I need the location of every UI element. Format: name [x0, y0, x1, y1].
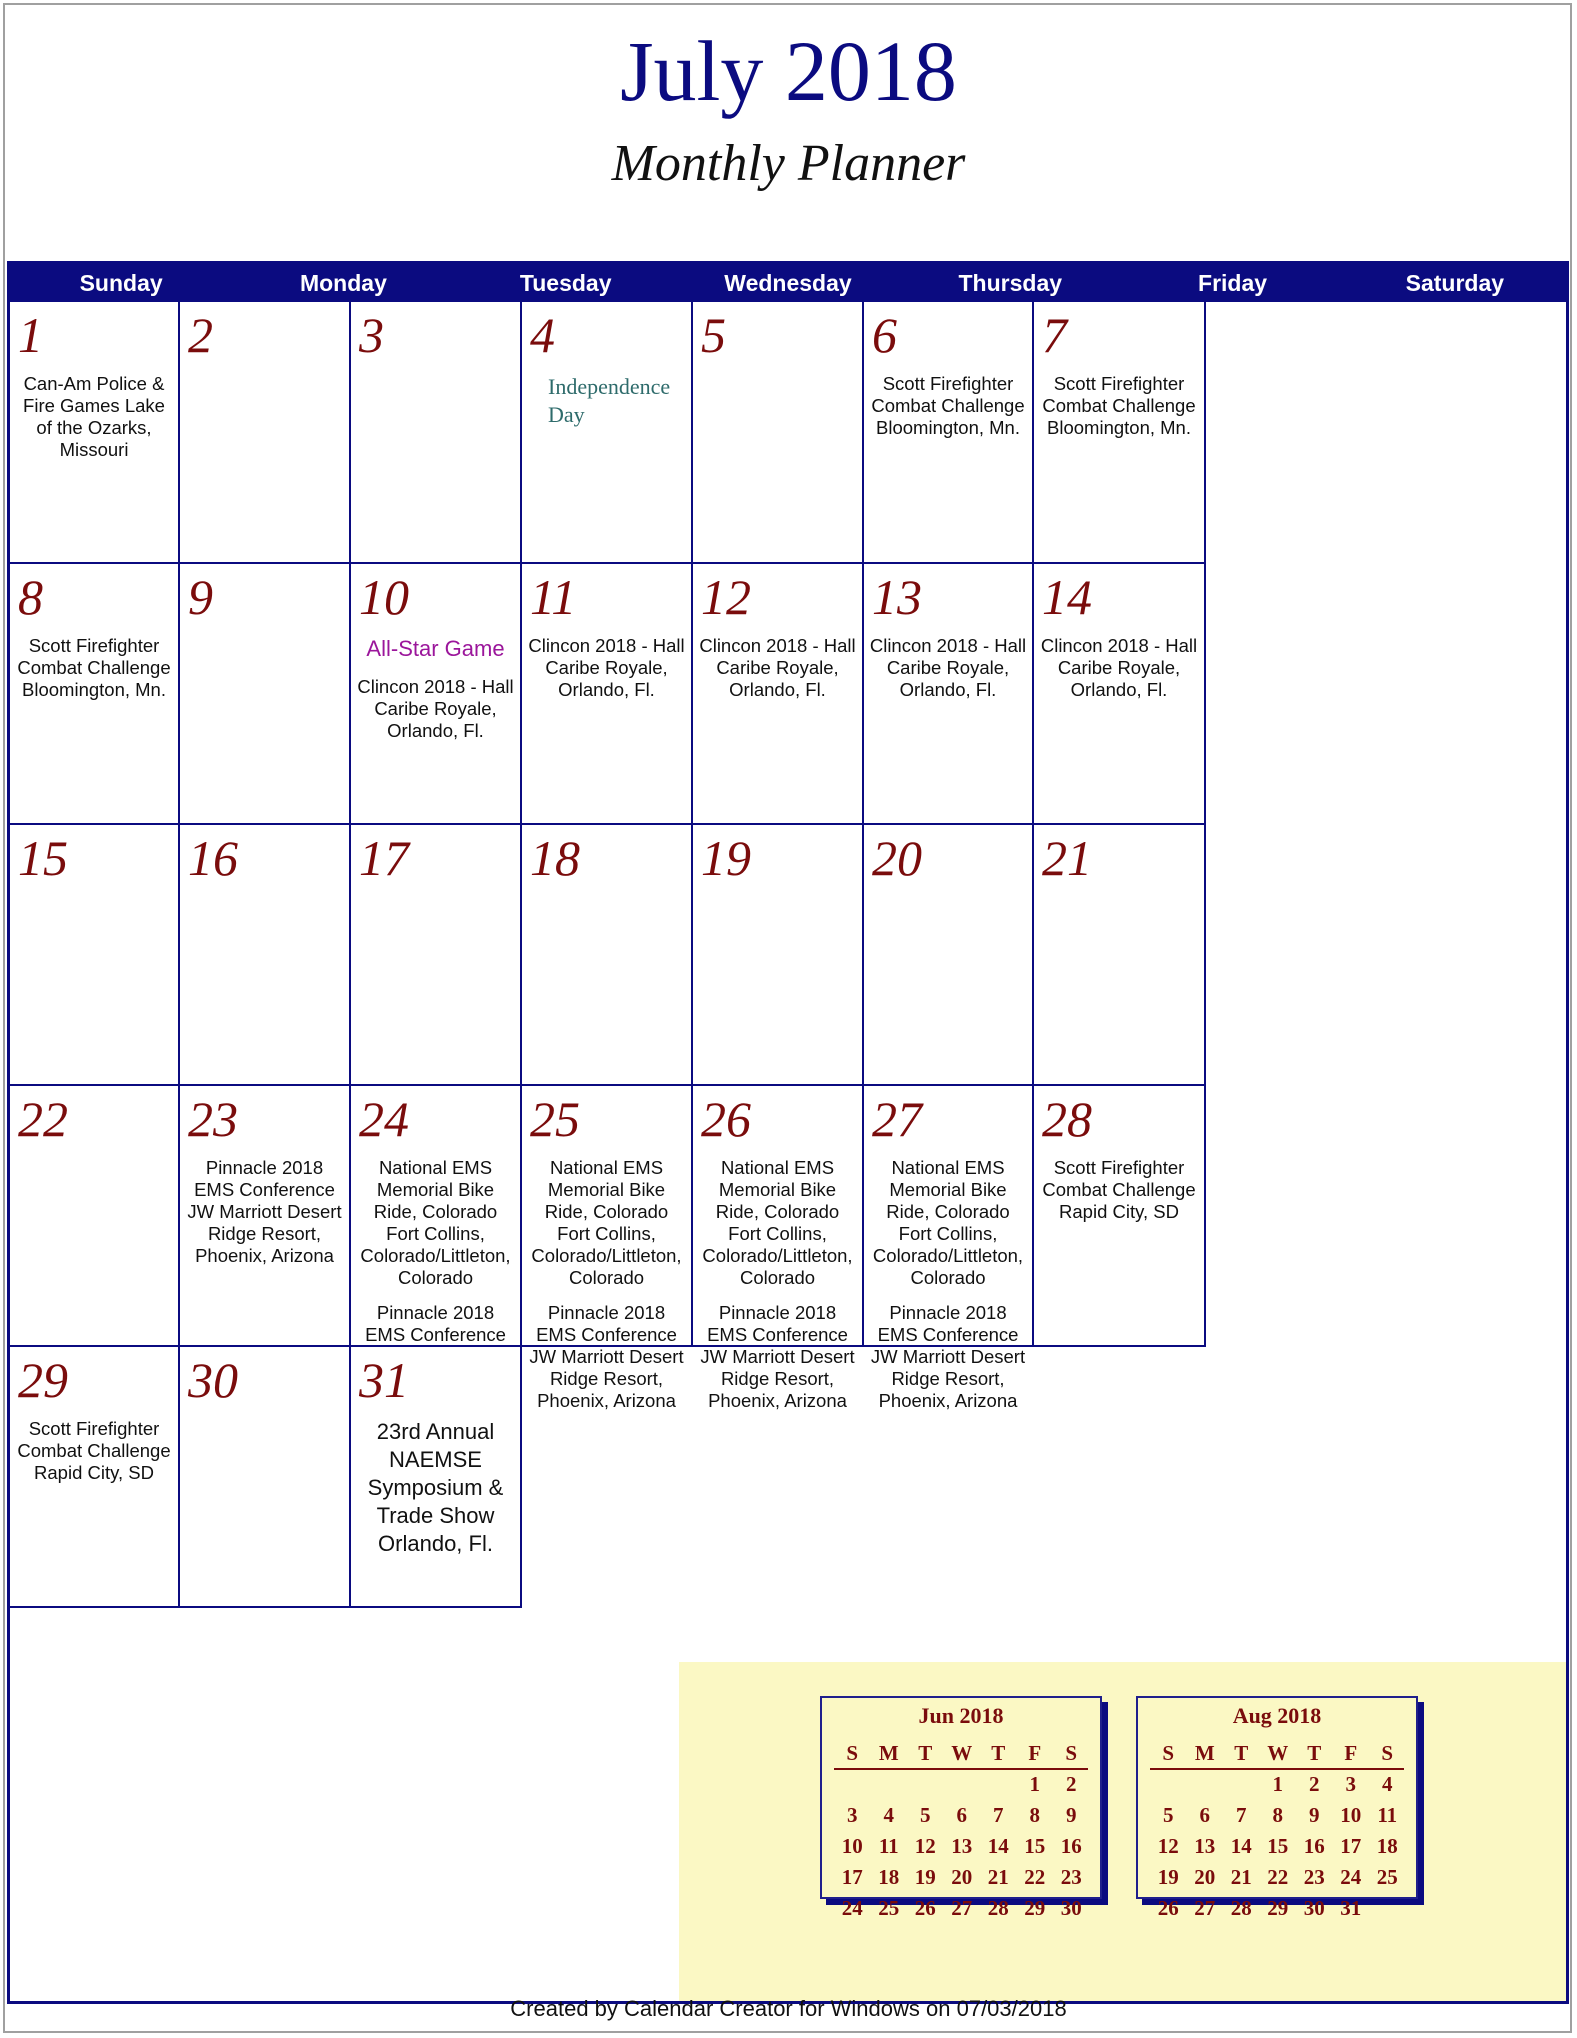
day-events [697, 1157, 858, 1425]
mini-day: 15 [1267, 1834, 1289, 1858]
page-title: July 2018 [620, 23, 957, 119]
mini-weekday-letter: T [1234, 1741, 1249, 1765]
day-cell-28[interactable] [1034, 1086, 1206, 1347]
weekday-monday: Monday [299, 270, 387, 296]
day-cell-7[interactable] [1034, 302, 1206, 564]
day-events [14, 1418, 174, 1497]
calendar-event[interactable]: Clincon 2018 - Hall Caribe Royale, Orlando, Fl. [1040, 635, 1198, 700]
mini-day: 19 [914, 1865, 936, 1889]
mini-day: 6 [956, 1803, 967, 1827]
calendar-event[interactable]: Clincon 2018 - Hall Caribe Royale, Orlando, Fl. [357, 676, 514, 741]
day-cell-3[interactable] [351, 302, 522, 564]
day-number: 16 [188, 830, 238, 886]
calendar-event[interactable]: Pinnacle 2018 EMS Conference JW Marriott Desert Ridge Resort, Phoenix, Arizona [187, 1157, 342, 1266]
mini-day: 4 [883, 1803, 894, 1827]
mini-day: 31 [1340, 1896, 1362, 1920]
mini-day: 17 [841, 1865, 863, 1889]
day-cell-22[interactable] [10, 1086, 180, 1347]
day-number: 26 [701, 1091, 751, 1147]
day-cell-4[interactable] [522, 302, 693, 564]
mini-day: 26 [914, 1896, 936, 1920]
page-subtitle: Monthly Planner [611, 135, 966, 192]
calendar-event[interactable]: Scott Firefighter Combat Challenge Bloomington, Mn. [1042, 373, 1196, 438]
mini-day: 29 [1267, 1896, 1289, 1920]
weekday-friday: Friday [1198, 270, 1268, 296]
mini-day: 17 [1340, 1834, 1362, 1858]
calendar-event[interactable]: Can-Am Police & Fire Games Lake of the Ozarks, Missouri [23, 373, 165, 460]
day-cell-6[interactable] [864, 302, 1034, 564]
mini-weekday-letter: T [1307, 1741, 1322, 1765]
mini-day-blank [907, 1769, 944, 1800]
day-cell-19[interactable] [693, 825, 864, 1086]
mini-day: 27 [1194, 1896, 1216, 1920]
mini-day: 21 [987, 1865, 1009, 1889]
month-calendar [7, 261, 1569, 2004]
mini-day: 23 [1060, 1865, 1082, 1889]
mini-day: 10 [841, 1834, 863, 1858]
day-number: 6 [872, 307, 897, 363]
day-number: 25 [530, 1091, 580, 1147]
mini-day: 23 [1303, 1865, 1325, 1889]
day-cell-11[interactable] [522, 564, 693, 825]
mini-day: 7 [1236, 1803, 1247, 1827]
day-events [355, 635, 516, 755]
day-number: 5 [701, 307, 726, 363]
day-cell-30[interactable] [180, 1347, 351, 1608]
mini-day: 9 [1066, 1803, 1077, 1827]
mini-day: 16 [1060, 1834, 1082, 1858]
calendar-event[interactable]: Scott Firefighter Combat Challenge Bloomington, Mn. [17, 635, 171, 700]
mini-day: 22 [1024, 1865, 1046, 1889]
weekday-sunday: Sunday [79, 270, 163, 296]
day-cell-1[interactable] [10, 302, 180, 564]
mini-day: 6 [1199, 1803, 1210, 1827]
day-events [1038, 373, 1200, 452]
day-number: 10 [359, 569, 409, 625]
day-events [184, 1157, 345, 1280]
day-cell-24[interactable] [351, 1086, 522, 1347]
day-events [14, 635, 174, 714]
day-number: 7 [1042, 307, 1067, 363]
calendar-event[interactable]: 23rd Annual NAEMSE Symposium & Trade Show Orlando, Fl. [367, 1419, 504, 1556]
weekday-thursday: Thursday [958, 270, 1063, 296]
mini-day: 20 [1194, 1865, 1216, 1889]
mini-weekday-letter: S [1381, 1741, 1394, 1765]
day-number: 1 [18, 307, 43, 363]
mini-day: 12 [1157, 1834, 1179, 1858]
day-cell-16[interactable] [180, 825, 351, 1086]
day-number: 15 [18, 830, 68, 886]
mini-weekday-letter: T [991, 1741, 1006, 1765]
day-number: 9 [188, 569, 213, 625]
calendar-event[interactable]: Clincon 2018 - Hall Caribe Royale, Orlando, Fl. [699, 635, 856, 700]
day-number: 12 [701, 569, 751, 625]
day-events [697, 635, 858, 714]
mini-day: 30 [1060, 1896, 1082, 1920]
mini-day: 3 [1345, 1772, 1356, 1796]
weekday-tuesday: Tuesday [519, 270, 612, 296]
mini-day: 8 [1272, 1803, 1283, 1827]
mini-day: 28 [987, 1896, 1009, 1920]
mini-weekday-letter: S [1065, 1741, 1078, 1765]
day-number: 2 [188, 307, 213, 363]
mini-calendar-title: Aug 2018 [1232, 1703, 1322, 1728]
day-cell-10[interactable] [351, 564, 522, 825]
day-number: 27 [872, 1091, 922, 1147]
day-number: 22 [18, 1091, 68, 1147]
calendar-event[interactable]: All-Star Game [366, 636, 505, 661]
day-cell-25[interactable] [522, 1086, 693, 1411]
mini-day: 28 [1230, 1896, 1252, 1920]
day-number: 21 [1042, 830, 1092, 886]
mini-day: 16 [1303, 1834, 1325, 1858]
mini-day: 3 [847, 1803, 858, 1827]
mini-day: 5 [920, 1803, 931, 1827]
mini-day: 21 [1230, 1865, 1252, 1889]
mini-day: 5 [1163, 1803, 1174, 1827]
mini-day: 24 [841, 1896, 863, 1920]
day-number: 20 [872, 830, 922, 886]
mini-calendar-june [820, 1696, 1102, 1920]
mini-day: 9 [1309, 1803, 1320, 1827]
day-cell-27[interactable] [864, 1086, 1034, 1411]
calendar-event[interactable]: Pinnacle 2018 EMS Conference JW Marriott Desert Ridge Resort, Phoenix, Arizona [529, 1302, 684, 1411]
calendar-event[interactable]: Scott Firefighter Combat Challenge Bloomington, Mn. [871, 373, 1025, 438]
day-cell-5[interactable] [693, 302, 864, 564]
mini-weekday-letter: F [1344, 1741, 1358, 1765]
calendar-event[interactable]: National EMS Memorial Bike Ride, Colorado Fort Collins, Colorado/Littleton, Colorado [872, 1157, 1024, 1288]
day-number: 31 [359, 1352, 409, 1408]
day-events [1038, 1157, 1200, 1236]
day-events [526, 1157, 687, 1425]
mini-day: 18 [878, 1865, 900, 1889]
mini-day: 25 [1376, 1865, 1398, 1889]
mini-day-blank [1187, 1769, 1224, 1800]
mini-day: 2 [1066, 1772, 1077, 1796]
day-cell-23[interactable] [180, 1086, 351, 1347]
day-number: 3 [359, 307, 384, 363]
day-cell-15[interactable] [10, 825, 180, 1086]
day-events [355, 1418, 516, 1571]
mini-day: 8 [1029, 1803, 1040, 1827]
calendar-event[interactable]: Pinnacle 2018 EMS Conference JW Marriott Desert Ridge Resort, Phoenix, Arizona [870, 1302, 1026, 1411]
day-number: 8 [18, 569, 43, 625]
mini-day: 10 [1340, 1803, 1362, 1827]
mini-day: 4 [1382, 1772, 1393, 1796]
day-cell-31[interactable] [351, 1347, 522, 1608]
calendar-event[interactable]: Pinnacle 2018 EMS Conference JW Marriott Desert Ridge Resort, Phoenix, Arizona [700, 1302, 855, 1411]
mini-day: 25 [878, 1896, 900, 1920]
mini-day: 2 [1309, 1772, 1320, 1796]
day-number: 28 [1042, 1091, 1092, 1147]
calendar-event[interactable]: National EMS Memorial Bike Ride, Colorado Fort Collins, Colorado/Littleton, Colorado [702, 1157, 853, 1288]
calendar-event[interactable]: National EMS Memorial Bike Ride, Colorado Fort Collins, Colorado/Littleton, Colorado [360, 1157, 511, 1288]
mini-day: 19 [1157, 1865, 1179, 1889]
mini-day: 1 [1272, 1772, 1283, 1796]
day-number: 11 [530, 569, 577, 625]
mini-weekday-letter: W [1267, 1741, 1289, 1765]
mini-day-blank [834, 1769, 871, 1800]
day-number: 17 [359, 830, 409, 886]
mini-weekday-letter: S [1162, 1741, 1175, 1765]
day-number: 30 [188, 1352, 238, 1408]
day-events [868, 635, 1028, 714]
mini-day-blank [944, 1769, 981, 1800]
mini-weekday-letter: M [878, 1741, 899, 1765]
mini-day: 22 [1267, 1865, 1289, 1889]
mini-day: 14 [1230, 1834, 1252, 1858]
day-number: 23 [188, 1091, 238, 1147]
mini-day: 1 [1029, 1772, 1040, 1796]
weekday-wednesday: Wednesday [724, 270, 852, 296]
day-number: 29 [18, 1352, 68, 1408]
mini-day-blank [871, 1769, 908, 1800]
calendar-event[interactable]: Clincon 2018 - Hall Caribe Royale, Orlando, Fl. [528, 635, 685, 700]
day-events [14, 373, 174, 474]
mini-weekday-letter: T [918, 1741, 933, 1765]
day-cell-2[interactable] [180, 302, 351, 564]
mini-day: 12 [914, 1834, 936, 1858]
day-events [868, 1157, 1028, 1425]
mini-calendar-grid [1150, 1738, 1406, 1924]
mini-day-blank [1150, 1769, 1187, 1800]
mini-day: 18 [1376, 1834, 1398, 1858]
day-cell-8[interactable] [10, 564, 180, 825]
day-number: 19 [701, 830, 751, 886]
footer-credit: Created by Calendar Creator for Windows on 07/03/2018 [510, 1996, 1067, 2021]
day-number: 18 [530, 830, 580, 886]
mini-day-blank [980, 1769, 1017, 1800]
calendar-event[interactable]: Scott Firefighter Combat Challenge Rapid City, SD [17, 1418, 171, 1483]
day-cell-18[interactable] [522, 825, 693, 1086]
mini-day: 14 [987, 1834, 1009, 1858]
mini-day: 30 [1303, 1896, 1325, 1920]
mini-weekday-letter: W [951, 1741, 973, 1765]
calendar-event[interactable]: National EMS Memorial Bike Ride, Colorado Fort Collins, Colorado/Littleton, Colorado [531, 1157, 682, 1288]
day-events [526, 635, 687, 714]
calendar-event[interactable]: Pinnacle 2018 EMS Conference [365, 1302, 506, 1345]
mini-day: 27 [951, 1896, 973, 1920]
day-cell-29[interactable] [10, 1347, 180, 1608]
mini-day: 20 [951, 1865, 973, 1889]
mini-calendar-grid [834, 1738, 1090, 1924]
calendar-event[interactable]: Scott Firefighter Combat Challenge Rapid City, SD [1042, 1157, 1196, 1222]
day-cell-20[interactable] [864, 825, 1034, 1086]
mini-weekday-letter: S [846, 1741, 859, 1765]
day-number: 24 [359, 1091, 409, 1147]
mini-day: 15 [1024, 1834, 1046, 1858]
day-events [1038, 635, 1200, 714]
day-events [868, 373, 1028, 452]
calendar-event[interactable]: Independence Day [548, 374, 671, 427]
mini-day: 11 [878, 1834, 899, 1858]
calendar-event[interactable]: Clincon 2018 - Hall Caribe Royale, Orlando, Fl. [869, 635, 1027, 700]
day-number: 4 [530, 307, 555, 363]
day-cell-17[interactable] [351, 825, 522, 1086]
day-cell-13[interactable] [864, 564, 1034, 825]
day-cell-12[interactable] [693, 564, 864, 825]
weekday-header [10, 264, 1566, 302]
day-number: 14 [1042, 569, 1092, 625]
mini-day: 26 [1157, 1896, 1179, 1920]
mini-day: 11 [1377, 1803, 1398, 1827]
day-cell-14[interactable] [1034, 564, 1206, 825]
day-cell-21[interactable] [1034, 825, 1206, 1086]
mini-weekday-letter: F [1028, 1741, 1042, 1765]
mini-weekday-letter: M [1194, 1741, 1215, 1765]
mini-calendar-panel [679, 1662, 1566, 2001]
mini-day: 13 [951, 1834, 973, 1858]
mini-calendar-title: Jun 2018 [918, 1703, 1004, 1728]
mini-day: 24 [1340, 1865, 1362, 1889]
mini-day: 13 [1194, 1834, 1216, 1858]
weekday-saturday: Saturday [1405, 270, 1505, 296]
mini-day: 29 [1024, 1896, 1046, 1920]
day-events [526, 373, 687, 442]
mini-day-blank [1223, 1769, 1260, 1800]
mini-calendar-august [1136, 1696, 1418, 1920]
mini-day: 7 [993, 1803, 1004, 1827]
day-cell-9[interactable] [180, 564, 351, 825]
day-cell-26[interactable] [693, 1086, 864, 1411]
day-number: 13 [872, 569, 922, 625]
